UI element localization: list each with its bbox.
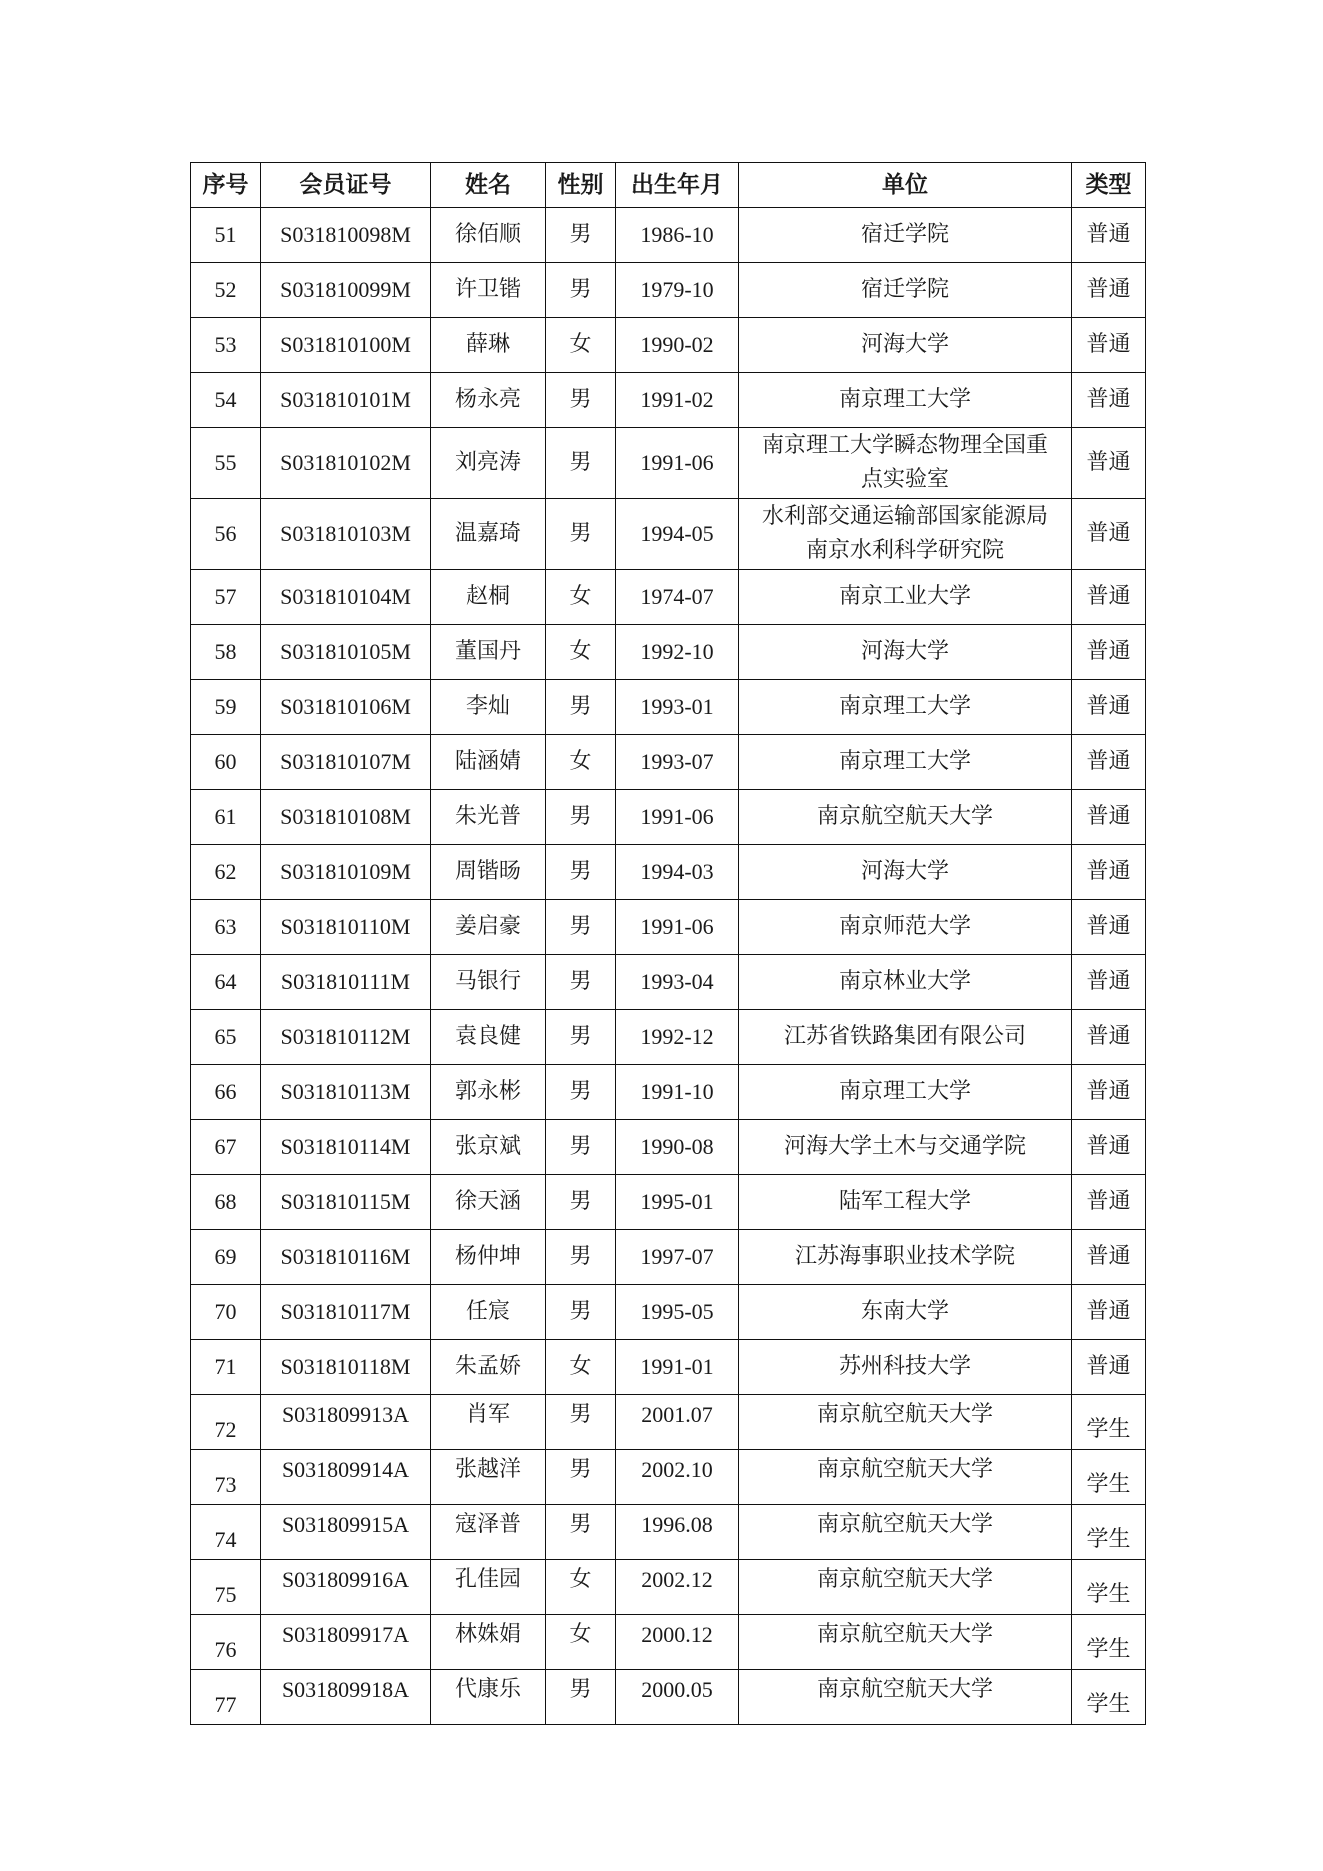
cell-birth: 2001.07 bbox=[616, 1395, 739, 1450]
cell-unit: 河海大学 bbox=[739, 318, 1072, 373]
cell-gender: 女 bbox=[546, 625, 616, 680]
cell-name: 姜启豪 bbox=[431, 900, 546, 955]
table-row bbox=[191, 1010, 1146, 1065]
cell-code: S031809917A bbox=[261, 1615, 431, 1670]
cell-seq: 67 bbox=[191, 1120, 261, 1175]
cell-type: 普通 bbox=[1072, 900, 1146, 955]
cell-name: 许卫锴 bbox=[431, 263, 546, 318]
cell-birth: 2002.12 bbox=[616, 1560, 739, 1615]
cell-name: 孔佳园 bbox=[431, 1560, 546, 1615]
cell-name: 肖军 bbox=[431, 1395, 546, 1450]
cell-birth: 1993-07 bbox=[616, 735, 739, 790]
cell-name: 张越洋 bbox=[431, 1450, 546, 1505]
cell-seq: 60 bbox=[191, 735, 261, 790]
cell-unit: 南京航空航天大学 bbox=[739, 1670, 1072, 1725]
cell-unit: 南京航空航天大学 bbox=[739, 1395, 1072, 1450]
cell-code: S031810105M bbox=[261, 625, 431, 680]
cell-code: S031810113M bbox=[261, 1065, 431, 1120]
cell-type: 普通 bbox=[1072, 790, 1146, 845]
cell-unit: 南京航空航天大学 bbox=[739, 1505, 1072, 1560]
cell-gender: 女 bbox=[546, 735, 616, 790]
cell-name: 杨永亮 bbox=[431, 373, 546, 428]
cell-seq: 75 bbox=[191, 1560, 261, 1615]
cell-birth: 1994-03 bbox=[616, 845, 739, 900]
cell-gender: 女 bbox=[546, 1560, 616, 1615]
cell-birth: 1993-04 bbox=[616, 955, 739, 1010]
table-row bbox=[191, 499, 1146, 570]
table-row bbox=[191, 1120, 1146, 1175]
cell-seq: 66 bbox=[191, 1065, 261, 1120]
cell-seq: 65 bbox=[191, 1010, 261, 1065]
cell-birth: 1995-05 bbox=[616, 1285, 739, 1340]
cell-seq: 73 bbox=[191, 1450, 261, 1505]
cell-type: 普通 bbox=[1072, 1175, 1146, 1230]
header-name: 姓名 bbox=[431, 163, 546, 208]
cell-code: S031810112M bbox=[261, 1010, 431, 1065]
cell-code: S031810100M bbox=[261, 318, 431, 373]
header-gender: 性别 bbox=[546, 163, 616, 208]
cell-gender: 男 bbox=[546, 428, 616, 499]
cell-seq: 69 bbox=[191, 1230, 261, 1285]
cell-gender: 男 bbox=[546, 845, 616, 900]
cell-seq: 64 bbox=[191, 955, 261, 1010]
cell-seq: 58 bbox=[191, 625, 261, 680]
cell-gender: 男 bbox=[546, 1505, 616, 1560]
cell-seq: 71 bbox=[191, 1340, 261, 1395]
cell-name: 温嘉琦 bbox=[431, 499, 546, 570]
cell-unit: 河海大学 bbox=[739, 625, 1072, 680]
cell-gender: 男 bbox=[546, 900, 616, 955]
cell-code: S031810102M bbox=[261, 428, 431, 499]
cell-unit: 江苏省铁路集团有限公司 bbox=[739, 1010, 1072, 1065]
cell-name: 郭永彬 bbox=[431, 1065, 546, 1120]
cell-code: S031810106M bbox=[261, 680, 431, 735]
cell-gender: 男 bbox=[546, 790, 616, 845]
cell-seq: 77 bbox=[191, 1670, 261, 1725]
cell-unit-line: 点实验室 bbox=[860, 467, 949, 492]
table-row bbox=[191, 428, 1146, 499]
cell-name: 任宸 bbox=[431, 1285, 546, 1340]
cell-code: S031810116M bbox=[261, 1230, 431, 1285]
cell-unit: 宿迁学院 bbox=[739, 263, 1072, 318]
cell-name: 李灿 bbox=[431, 680, 546, 735]
cell-name: 陆涵婧 bbox=[431, 735, 546, 790]
cell-code: S031809913A bbox=[261, 1395, 431, 1450]
table-row bbox=[191, 955, 1146, 1010]
cell-type: 学生 bbox=[1072, 1395, 1146, 1450]
cell-birth: 2000.05 bbox=[616, 1670, 739, 1725]
table-row bbox=[191, 263, 1146, 318]
cell-unit-line: 南京理工大学瞬态物理全国重 bbox=[761, 433, 1048, 458]
cell-gender: 男 bbox=[546, 373, 616, 428]
cell-gender: 男 bbox=[546, 1285, 616, 1340]
table-row bbox=[191, 373, 1146, 428]
cell-code: S031809916A bbox=[261, 1560, 431, 1615]
cell-gender: 男 bbox=[546, 263, 616, 318]
cell-name: 杨仲坤 bbox=[431, 1230, 546, 1285]
cell-name: 林姝娟 bbox=[431, 1615, 546, 1670]
cell-type: 学生 bbox=[1072, 1615, 1146, 1670]
cell-birth: 2002.10 bbox=[616, 1450, 739, 1505]
cell-code: S031810099M bbox=[261, 263, 431, 318]
cell-birth: 1991-06 bbox=[616, 900, 739, 955]
cell-birth: 1996.08 bbox=[616, 1505, 739, 1560]
cell-type: 学生 bbox=[1072, 1670, 1146, 1725]
cell-type: 普通 bbox=[1072, 955, 1146, 1010]
cell-type: 普通 bbox=[1072, 499, 1146, 570]
cell-unit bbox=[739, 499, 1072, 570]
header-seq: 序号 bbox=[191, 163, 261, 208]
table-row bbox=[191, 1395, 1146, 1450]
table-row bbox=[191, 1560, 1146, 1615]
header-birth: 出生年月 bbox=[616, 163, 739, 208]
cell-gender: 男 bbox=[546, 1670, 616, 1725]
cell-birth: 1991-06 bbox=[616, 790, 739, 845]
cell-seq: 56 bbox=[191, 499, 261, 570]
cell-unit: 南京理工大学 bbox=[739, 735, 1072, 790]
cell-seq: 61 bbox=[191, 790, 261, 845]
cell-type: 普通 bbox=[1072, 428, 1146, 499]
cell-gender: 男 bbox=[546, 208, 616, 263]
cell-gender: 男 bbox=[546, 1065, 616, 1120]
cell-gender: 男 bbox=[546, 1120, 616, 1175]
cell-birth: 1991-10 bbox=[616, 1065, 739, 1120]
cell-birth: 1991-06 bbox=[616, 428, 739, 499]
cell-gender: 男 bbox=[546, 1175, 616, 1230]
cell-seq: 54 bbox=[191, 373, 261, 428]
cell-unit: 南京航空航天大学 bbox=[739, 1450, 1072, 1505]
cell-code: S031810101M bbox=[261, 373, 431, 428]
cell-code: S031810107M bbox=[261, 735, 431, 790]
cell-seq: 68 bbox=[191, 1175, 261, 1230]
cell-name: 刘亮涛 bbox=[431, 428, 546, 499]
cell-type: 普通 bbox=[1072, 625, 1146, 680]
cell-type: 学生 bbox=[1072, 1560, 1146, 1615]
cell-gender: 男 bbox=[546, 680, 616, 735]
cell-unit: 陆军工程大学 bbox=[739, 1175, 1072, 1230]
cell-birth: 1979-10 bbox=[616, 263, 739, 318]
cell-seq: 76 bbox=[191, 1615, 261, 1670]
cell-unit-line: 水利部交通运输部国家能源局 bbox=[761, 504, 1048, 529]
cell-type: 普通 bbox=[1072, 680, 1146, 735]
table-row bbox=[191, 900, 1146, 955]
member-roster-table bbox=[190, 162, 1146, 1725]
cell-unit: 苏州科技大学 bbox=[739, 1340, 1072, 1395]
cell-seq: 74 bbox=[191, 1505, 261, 1560]
table-row bbox=[191, 1615, 1146, 1670]
cell-name: 徐天涵 bbox=[431, 1175, 546, 1230]
cell-code: S031810111M bbox=[261, 955, 431, 1010]
cell-name: 董国丹 bbox=[431, 625, 546, 680]
table-row bbox=[191, 1175, 1146, 1230]
cell-gender: 女 bbox=[546, 318, 616, 373]
cell-unit: 南京师范大学 bbox=[739, 900, 1072, 955]
table-row bbox=[191, 1450, 1146, 1505]
cell-unit: 南京工业大学 bbox=[739, 570, 1072, 625]
table-row bbox=[191, 735, 1146, 790]
table-row bbox=[191, 208, 1146, 263]
cell-type: 普通 bbox=[1072, 1065, 1146, 1120]
cell-unit: 南京理工大学 bbox=[739, 373, 1072, 428]
cell-unit: 河海大学 bbox=[739, 845, 1072, 900]
table-row bbox=[191, 1340, 1146, 1395]
cell-name: 寇泽普 bbox=[431, 1505, 546, 1560]
cell-seq: 52 bbox=[191, 263, 261, 318]
cell-birth: 1992-12 bbox=[616, 1010, 739, 1065]
cell-unit: 南京理工大学 bbox=[739, 1065, 1072, 1120]
cell-type: 普通 bbox=[1072, 845, 1146, 900]
cell-gender: 男 bbox=[546, 1450, 616, 1505]
cell-type: 普通 bbox=[1072, 318, 1146, 373]
header-row bbox=[191, 163, 1146, 208]
cell-gender: 女 bbox=[546, 1615, 616, 1670]
table-row bbox=[191, 1230, 1146, 1285]
cell-seq: 59 bbox=[191, 680, 261, 735]
cell-unit bbox=[739, 428, 1072, 499]
cell-name: 朱光普 bbox=[431, 790, 546, 845]
cell-code: S031809914A bbox=[261, 1450, 431, 1505]
cell-gender: 男 bbox=[546, 1230, 616, 1285]
header-type: 类型 bbox=[1072, 163, 1146, 208]
cell-code: S031810103M bbox=[261, 499, 431, 570]
cell-unit: 东南大学 bbox=[739, 1285, 1072, 1340]
cell-unit: 宿迁学院 bbox=[739, 208, 1072, 263]
table-row bbox=[191, 1285, 1146, 1340]
cell-name: 张京斌 bbox=[431, 1120, 546, 1175]
cell-gender: 女 bbox=[546, 1340, 616, 1395]
cell-code: S031810118M bbox=[261, 1340, 431, 1395]
cell-birth: 1992-10 bbox=[616, 625, 739, 680]
cell-type: 普通 bbox=[1072, 1120, 1146, 1175]
cell-type: 普通 bbox=[1072, 735, 1146, 790]
cell-unit: 南京航空航天大学 bbox=[739, 790, 1072, 845]
cell-name: 赵桐 bbox=[431, 570, 546, 625]
cell-birth: 1994-05 bbox=[616, 499, 739, 570]
cell-gender: 男 bbox=[546, 955, 616, 1010]
cell-seq: 63 bbox=[191, 900, 261, 955]
cell-code: S031810108M bbox=[261, 790, 431, 845]
cell-name: 袁良健 bbox=[431, 1010, 546, 1065]
cell-name: 马银行 bbox=[431, 955, 546, 1010]
cell-birth: 1990-08 bbox=[616, 1120, 739, 1175]
cell-type: 普通 bbox=[1072, 1285, 1146, 1340]
cell-seq: 62 bbox=[191, 845, 261, 900]
cell-unit: 南京航空航天大学 bbox=[739, 1615, 1072, 1670]
cell-type: 学生 bbox=[1072, 1505, 1146, 1560]
cell-unit: 南京航空航天大学 bbox=[739, 1560, 1072, 1615]
cell-type: 学生 bbox=[1072, 1450, 1146, 1505]
header-unit: 单位 bbox=[739, 163, 1072, 208]
cell-unit: 南京理工大学 bbox=[739, 680, 1072, 735]
cell-seq: 55 bbox=[191, 428, 261, 499]
cell-birth: 1995-01 bbox=[616, 1175, 739, 1230]
table-row bbox=[191, 318, 1146, 373]
cell-code: S031810109M bbox=[261, 845, 431, 900]
cell-code: S031810115M bbox=[261, 1175, 431, 1230]
table-row bbox=[191, 1670, 1146, 1725]
cell-code: S031809918A bbox=[261, 1670, 431, 1725]
table-row bbox=[191, 1065, 1146, 1120]
cell-gender: 男 bbox=[546, 499, 616, 570]
cell-name: 徐佰顺 bbox=[431, 208, 546, 263]
cell-type: 普通 bbox=[1072, 373, 1146, 428]
cell-seq: 51 bbox=[191, 208, 261, 263]
cell-birth: 1990-02 bbox=[616, 318, 739, 373]
cell-gender: 男 bbox=[546, 1395, 616, 1450]
cell-code: S031810117M bbox=[261, 1285, 431, 1340]
table-row bbox=[191, 680, 1146, 735]
table-row bbox=[191, 625, 1146, 680]
cell-name: 代康乐 bbox=[431, 1670, 546, 1725]
cell-seq: 53 bbox=[191, 318, 261, 373]
table-row bbox=[191, 570, 1146, 625]
cell-name: 朱孟娇 bbox=[431, 1340, 546, 1395]
table-row bbox=[191, 845, 1146, 900]
cell-name: 周锴旸 bbox=[431, 845, 546, 900]
cell-birth: 1991-01 bbox=[616, 1340, 739, 1395]
cell-code: S031810104M bbox=[261, 570, 431, 625]
table-row bbox=[191, 1505, 1146, 1560]
cell-gender: 男 bbox=[546, 1010, 616, 1065]
cell-type: 普通 bbox=[1072, 1340, 1146, 1395]
cell-type: 普通 bbox=[1072, 263, 1146, 318]
table-row bbox=[191, 790, 1146, 845]
cell-seq: 72 bbox=[191, 1395, 261, 1450]
cell-birth: 1986-10 bbox=[616, 208, 739, 263]
cell-code: S031810114M bbox=[261, 1120, 431, 1175]
cell-birth: 1991-02 bbox=[616, 373, 739, 428]
cell-type: 普通 bbox=[1072, 570, 1146, 625]
cell-type: 普通 bbox=[1072, 1010, 1146, 1065]
cell-unit: 南京林业大学 bbox=[739, 955, 1072, 1010]
header-code: 会员证号 bbox=[261, 163, 431, 208]
cell-birth: 1993-01 bbox=[616, 680, 739, 735]
cell-birth: 2000.12 bbox=[616, 1615, 739, 1670]
cell-gender: 女 bbox=[546, 570, 616, 625]
cell-type: 普通 bbox=[1072, 208, 1146, 263]
cell-seq: 70 bbox=[191, 1285, 261, 1340]
cell-code: S031810098M bbox=[261, 208, 431, 263]
cell-seq: 57 bbox=[191, 570, 261, 625]
cell-type: 普通 bbox=[1072, 1230, 1146, 1285]
cell-unit-line: 南京水利科学研究院 bbox=[805, 538, 1004, 563]
cell-birth: 1974-07 bbox=[616, 570, 739, 625]
cell-code: S031809915A bbox=[261, 1505, 431, 1560]
cell-birth: 1997-07 bbox=[616, 1230, 739, 1285]
cell-name: 薛琳 bbox=[431, 318, 546, 373]
cell-code: S031810110M bbox=[261, 900, 431, 955]
cell-unit: 江苏海事职业技术学院 bbox=[739, 1230, 1072, 1285]
cell-unit: 河海大学土木与交通学院 bbox=[739, 1120, 1072, 1175]
